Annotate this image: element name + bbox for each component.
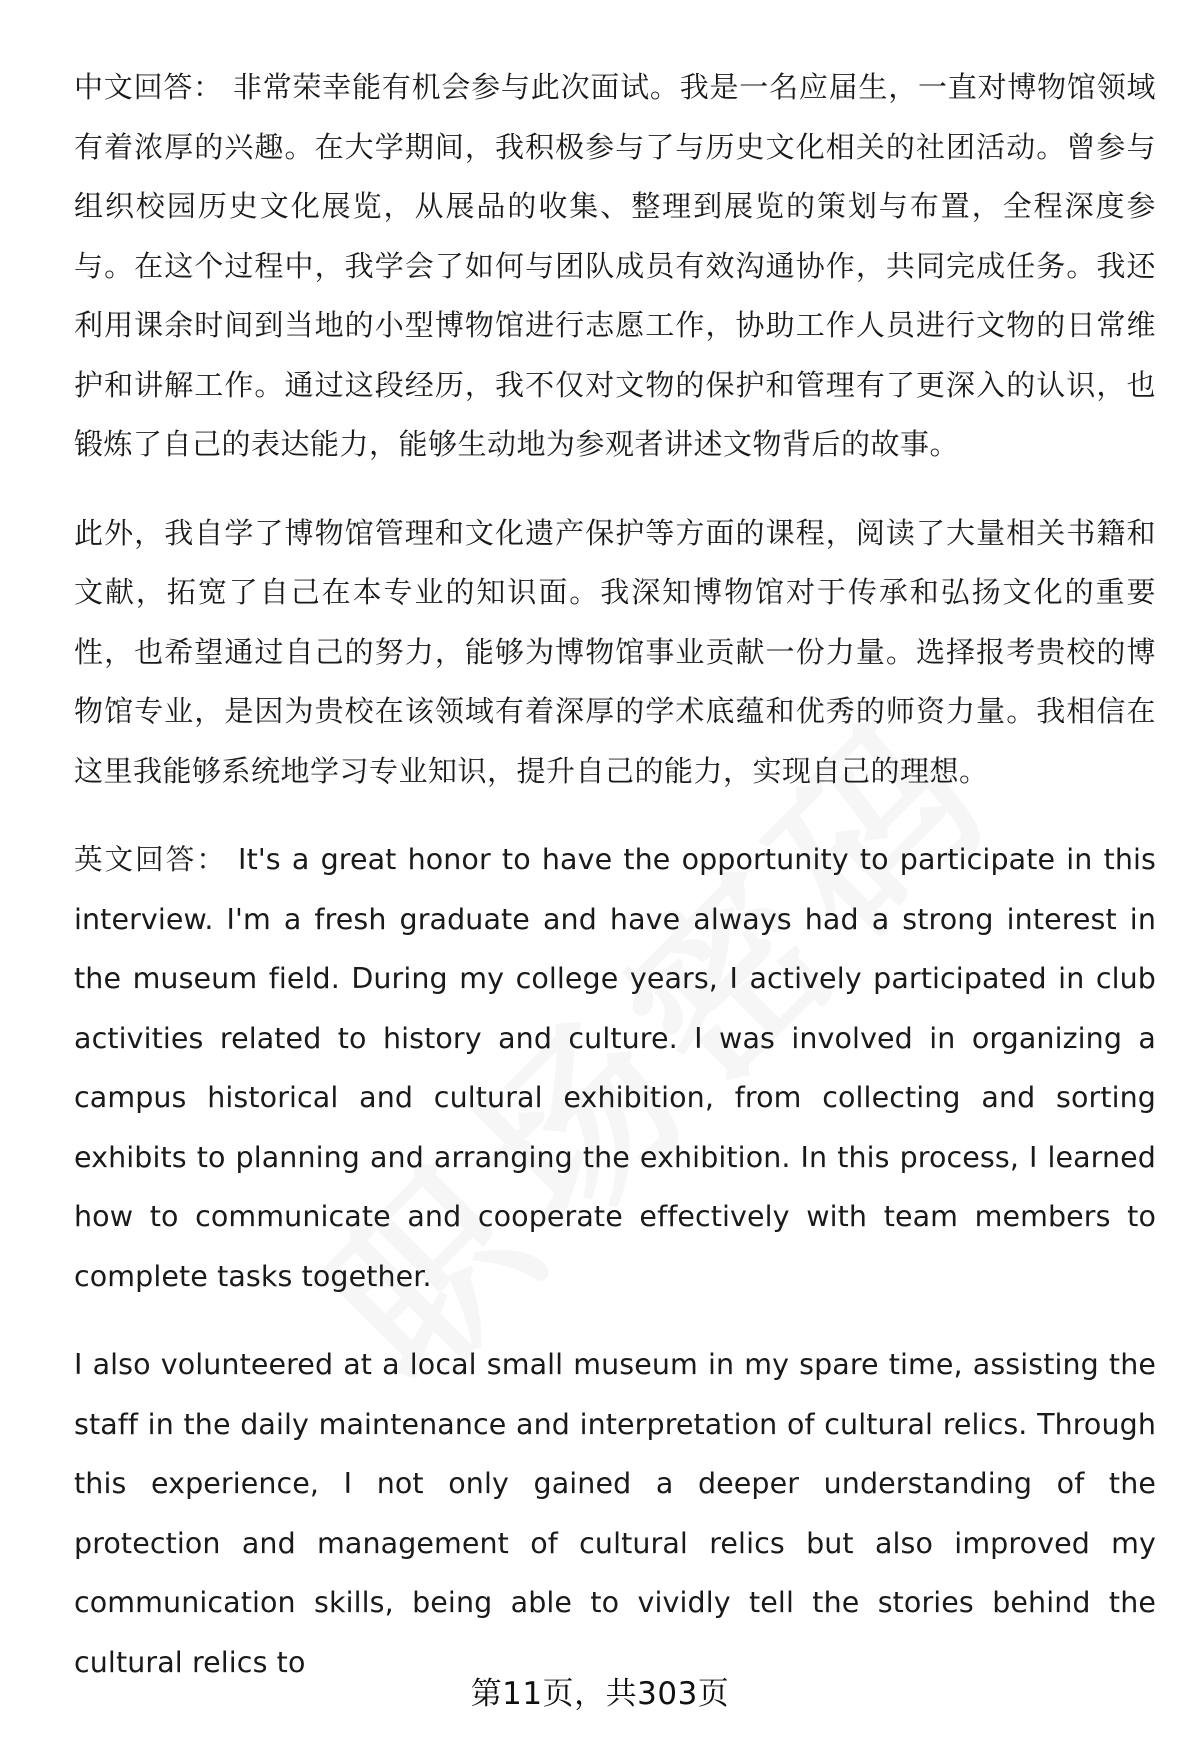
paragraph-english-answer-2: I also volunteered at a local small museum in my spare time, assisting the staff in the daily maintenance and interpretation of cultural relics. Through this experience, I not only gained a deeper understanding of the protection and management of cultural relics but also improved my communication skills, being able to vividly tell the stories behind the cultural relics to [74, 1348, 1156, 1679]
document-body [74, 58, 1156, 1692]
page-number-footer: 第11页，共303页 [470, 1676, 730, 1712]
paragraph-chinese-answer-1: 中文回答： 非常荣幸能有机会参与此次面试。我是一名应届生，一直对博物馆领域有着浓厚的兴趣。在大学期间，我积极参与了与历史文化相关的社团活动。曾参与组织校园历史文化展览，从展品的收集、整理到展览的策划与布置，全程深度参与。在这个过程中，我学会了如何与团队成员有效沟通协作，共同完成任务。我还利用课余时间到当地的小型博物馆进行志愿工作，协助工作人员进行文物的日常维护和讲解工作。通过这段经历，我不仅对文物的保护和管理有了更深入的认识，也锻炼了自己的表达能力，能够生动地为参观者讲述文物背后的故事。 [74, 70, 1156, 461]
paragraph-english-answer-1: 英文回答： It's a great honor to have the opportunity to participate in this interview. I'm a fresh graduate and have always had a strong interest in the museum field. During my college years, I actively participated in club activities related to history and culture. I was involved in organizing a campus historical and cultural exhibition, from collecting and sorting exhibits to planning and arranging the exhibition. In this process, I learned how to communicate and cooperate effectively with team members to complete tasks together. [74, 843, 1156, 1293]
paragraph-chinese-answer-2: 此外，我自学了博物馆管理和文化遗产保护等方面的课程，阅读了大量相关书籍和文献，拓宽了自己在本专业的知识面。我深知博物馆对于传承和弘扬文化的重要性，也希望通过自己的努力，能够为博物馆事业贡献一份力量。选择报考贵校的博物馆专业，是因为贵校在该领域有着深厚的学术底蕴和优秀的师资力量。我相信在这里我能够系统地学习专业知识，提升自己的能力，实现自己的理想。 [74, 515, 1156, 788]
